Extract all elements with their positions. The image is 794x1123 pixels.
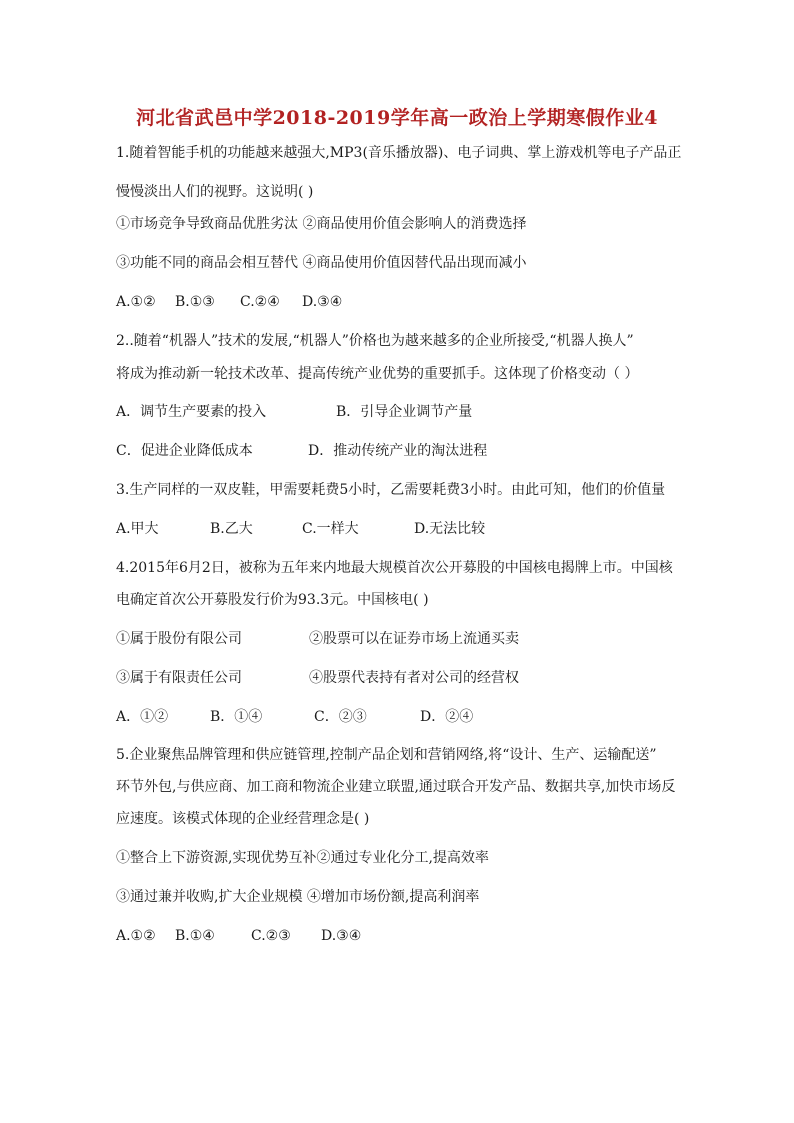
q3-option-b: B.乙大 [210, 521, 253, 537]
q1-option-c: C.②④ [240, 294, 280, 310]
q4-options [116, 707, 473, 727]
q2-option-b: B．引导企业调节产量 [336, 404, 473, 420]
q4-stem-line-1: 4.2015年6月2日，被称为五年来内地最大规模首次公开募股的中国核电揭牌上市。中国核 [116, 560, 673, 576]
q2-options-line-1 [116, 402, 472, 422]
q2-option-d: D．推动传统产业的淘汰进程 [308, 443, 488, 459]
q5-stem-line-1: 5.企业聚焦品牌管理和供应链管理,控制产品企划和营销网络,将“设计、生产、运输配送” [116, 747, 657, 763]
q4-statement-1: ①属于股份有限公司 [116, 631, 242, 647]
q5-stem-line-2: 环节外包,与供应商、加工商和物流企业建立联盟,通过联合开发产品、数据共享,加快市场反 [116, 779, 676, 795]
q1-option-a: A.①② [116, 294, 156, 310]
q4-statement-4: ④股票代表持有者对公司的经营权 [309, 670, 519, 686]
q5-stem-line-3: 应速度。该模式体现的企业经营理念是( ) [116, 811, 370, 827]
q4-statement-2: ②股票可以在证券市场上流通买卖 [309, 631, 519, 647]
q2-option-c: C．促进企业降低成本 [116, 443, 253, 459]
q1-option-d: D.③④ [302, 294, 343, 310]
q4-option-b: B．①④ [210, 709, 263, 725]
q3-option-c: C.一样大 [302, 521, 359, 537]
q1-stem-line-1: 1.随着智能手机的功能越来越强大,MP3(音乐播放器)、电子词典、掌上游戏机等电子产品正 [116, 145, 682, 161]
q3-option-d: D.无法比较 [414, 521, 486, 537]
q4-option-d: D．②④ [420, 709, 474, 725]
q4-option-c: C．②③ [314, 709, 367, 725]
q3-option-a: A.甲大 [116, 521, 159, 537]
q1-statements-line-1: ①市场竞争导致商品优胜劣汰 ②商品使用价值会影响人的消费选择 [116, 216, 527, 232]
q5-option-d: D.③④ [321, 928, 362, 944]
q1-option-b: B.①③ [175, 294, 215, 310]
q2-stem-line-1: 2..随着“机器人”技术的发展,“机器人”价格也为越来越多的企业所接受,“机器人换人” [116, 333, 634, 349]
q5-options [116, 926, 361, 946]
q3-stem: 3.生产同样的一双皮鞋，甲需要耗费5小时，乙需要耗费3小时。由此可知，他们的价值量 [116, 482, 666, 498]
q1-options [116, 292, 342, 312]
q2-stem-line-2: 将成为推动新一轮技术改革、提高传统产业优势的重要抓手。这体现了价格变动（ ） [116, 366, 639, 382]
q5-option-a: A.①② [116, 928, 156, 944]
q4-option-a: A．①② [116, 709, 169, 725]
q4-statement-3: ③属于有限责任公司 [116, 670, 242, 686]
q5-statements-line-2: ③通过兼并收购,扩大企业规模 ④增加市场份额,提高利润率 [116, 889, 480, 905]
document-title: 河北省武邑中学2018-2019学年高一政治上学期寒假作业4 [136, 107, 658, 129]
q1-stem-line-2: 慢慢淡出人们的视野。这说明( ) [116, 184, 314, 200]
q5-option-b: B.①④ [175, 928, 215, 944]
q4-statements-line-1 [116, 629, 519, 649]
q2-option-a: A．调节生产要素的投入 [116, 404, 267, 420]
q5-statements-line-1: ①整合上下游资源,实现优势互补②通过专业化分工,提高效率 [116, 850, 489, 866]
q2-options-line-2 [116, 441, 487, 461]
q4-statements-line-2 [116, 668, 519, 688]
q5-option-c: C.②③ [251, 928, 291, 944]
q4-stem-line-2: 电确定首次公开募股发行价为93.3元。中国核电( ) [116, 592, 429, 608]
q3-options [116, 519, 485, 539]
q1-statements-line-2: ③功能不同的商品会相互替代 ④商品使用价值因替代品出现而减小 [116, 255, 527, 271]
